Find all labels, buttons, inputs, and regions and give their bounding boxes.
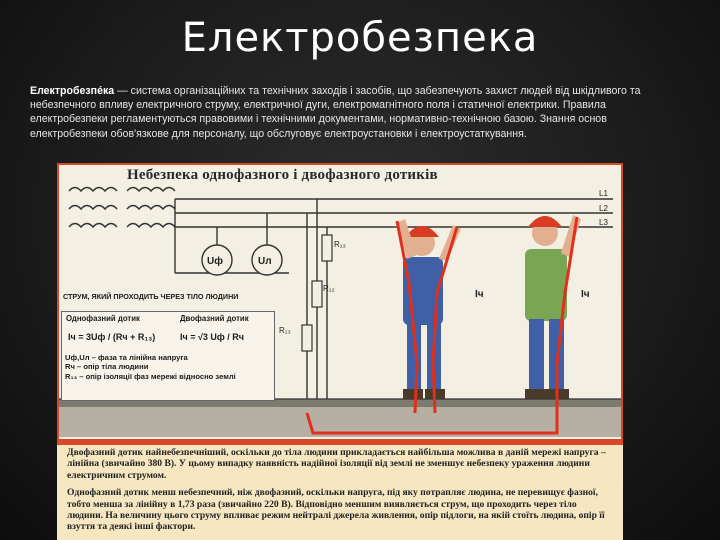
illustration-explanation — [67, 447, 615, 539]
phase-label-l1: L1 — [599, 189, 608, 198]
illustration-title: Небезпека однофазного і двофазного дотиків — [127, 167, 438, 183]
single-phase-header: Однофазний дотик — [66, 314, 140, 323]
voltage-label-line: Uл — [258, 256, 272, 267]
current-label-left: Iч — [475, 289, 484, 300]
description-text: — система організаційних та технічних заходів і засобів, що забезпечують захист людей від шкідливого та небезпечного впливу електричного струму, електричної дуги, електромагнітного поля і статичної електрики. Правила електробезпеки регламентуються правовими і технічними документами, нормативно-технічною базою. Знання основ електробезпеки обов'язкове для персоналу, що обслуговує електроустановки і електроустаткування. — [30, 85, 641, 140]
formula-two-phase: Iч = √3 Uф / Rч — [180, 332, 245, 342]
legend-line: Rч – опір тіла людини — [65, 362, 149, 372]
resistance-label-1: R₁₃ — [334, 240, 346, 249]
illustration-diagram — [57, 163, 623, 445]
current-header: СТРУМ, ЯКИЙ ПРОХОДИТЬ ЧЕРЕЗ ТІЛО ЛЮДИНИ — [63, 292, 239, 301]
resistance-label-3: R₁₃ — [279, 326, 291, 335]
phase-label-l2: L2 — [599, 204, 608, 213]
resistance-label-2: R₁₂ — [323, 284, 335, 293]
explanation-paragraph-two-phase: Двофазний дотик найнебезпечніший, оскільки до тіла людини прикладається найбільша можлива в даній мережі напруга – лінійна (звичайно 380 В). У цьому випадку наявність надійної ізоляції від землі не зменшує небезпеку ураження людини електричним струмом. — [67, 447, 606, 481]
explanation-paragraph-single-phase: Однофазний дотик менш небезпечний, ніж двофазний, оскільки напруга, під яку потрапляє людина, не перевищує фазної, тобто менша за лінійну в 1,73 раза (звичайно 220 В). Відповідно меншим виявляється струм, що проходить через тіло людини. На величину цього струму впливає режим нейтралі джерела живлення, опір підлоги, на якій стоїть людина, опір її взуття та деякі інші фактори. — [67, 487, 605, 533]
slide-title: Електробезпека — [181, 15, 539, 61]
voltage-label-phase: Uф — [207, 256, 223, 267]
legend-line: Uф,Uл – фаза та лінійна напруга — [65, 353, 188, 362]
phase-label-l3: L3 — [599, 218, 608, 227]
formula-legend — [65, 353, 275, 381]
legend-line: R₁₃ – опір ізоляції фаз мережі відносно землі — [65, 371, 236, 381]
slide-description — [30, 84, 658, 141]
safety-illustration — [57, 163, 623, 540]
current-label-right: Iч — [581, 289, 590, 300]
description-term: Електробезпе́ка — [30, 85, 115, 97]
formula-single-phase: Iч = 3Uф / (Rч + R₁₃) — [68, 332, 156, 342]
two-phase-header: Двофазний дотик — [180, 314, 249, 323]
